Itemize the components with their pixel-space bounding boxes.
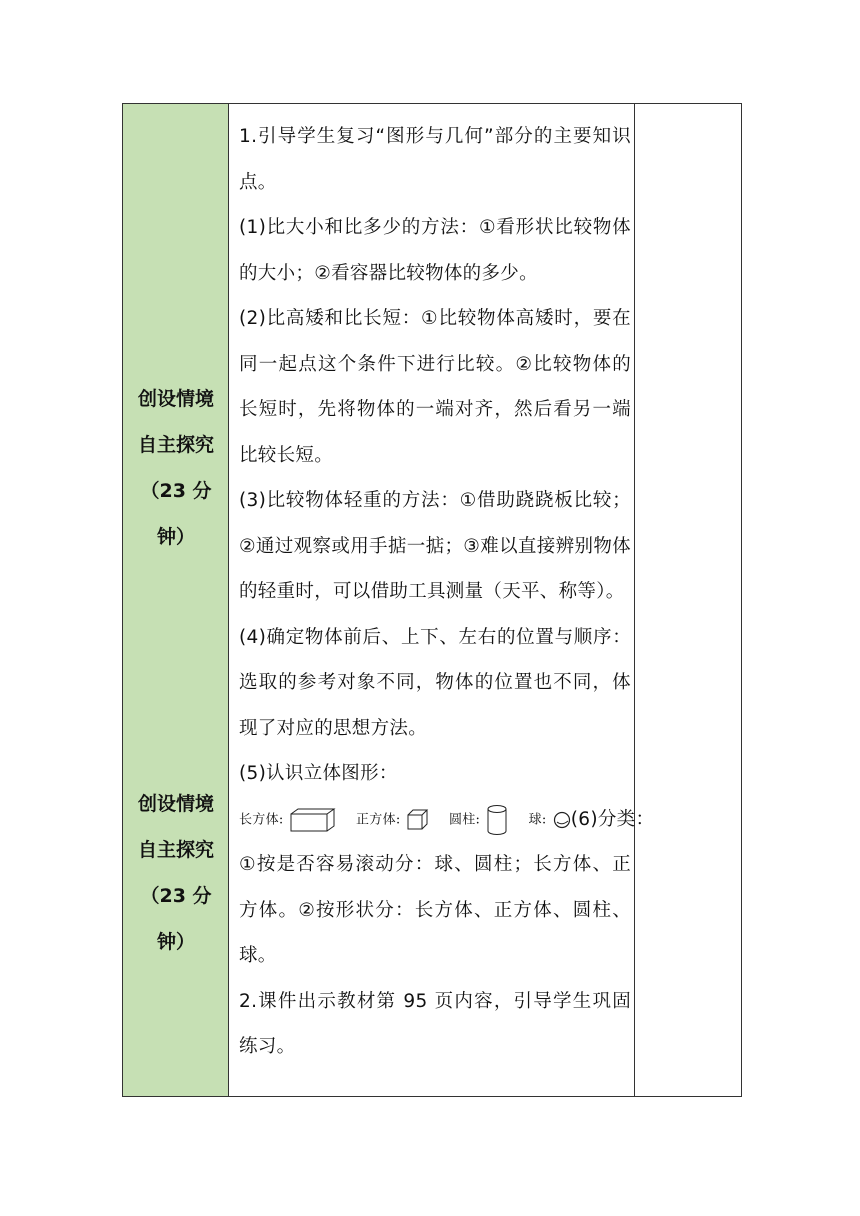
- shapes-row: [239, 797, 655, 843]
- cylinder-label: 圆柱:: [448, 811, 481, 827]
- stage-label-line: （23 分: [140, 885, 212, 907]
- stage-label-line: 创设情境: [137, 388, 214, 410]
- stage-label-line: 创设情境: [137, 793, 214, 815]
- paragraph-position: (4)确定物体前后、上下、左右的位置与顺序：选取的参考对象不同，物体的位置也不同，体现了对应的思想方法。: [239, 626, 631, 739]
- paragraph-classification: ①按是否容易滚动分：球、圆柱；长方体、正方体。②按形状分：长方体、正方体、圆柱、球。: [239, 854, 631, 966]
- sphere-label: 球:: [528, 811, 547, 827]
- stage-label-line: 自主探究: [137, 434, 214, 456]
- stage-label-line: 自主探究: [137, 839, 214, 861]
- lesson-table: [122, 103, 742, 1097]
- classification-heading: (6)分类：: [570, 808, 655, 830]
- stage-label-line: 钟）: [156, 526, 195, 548]
- notes-column: [635, 104, 741, 1096]
- paragraph-compare-size: (1)比大小和比多少的方法：①看形状比较物体的大小；②看容器比较物体的多少。: [239, 217, 631, 284]
- stage-label-1: [123, 376, 229, 560]
- paragraph-intro: 1.引导学生复习“图形与几何”部分的主要知识点。: [239, 126, 631, 193]
- stage-label-2: [123, 781, 229, 965]
- sphere-icon: [553, 811, 571, 829]
- cuboid-icon: [290, 808, 336, 832]
- paragraph-compare-weight: (3)比较物体轻重的方法：①借助跷跷板比较；②通过观察或用手掂一掂；③难以直接辨别物体的轻重时，可以借助工具测量（天平、称等）。: [239, 490, 631, 602]
- cylinder-icon: [486, 804, 508, 836]
- cuboid-label: 长方体:: [239, 811, 284, 827]
- paragraph-solid-shapes: (5)认识立体图形：: [239, 763, 398, 784]
- cube-icon: [407, 809, 429, 831]
- paragraph-practice: 2.课件出示教材第 95 页内容，引导学生巩固练习。: [239, 990, 631, 1057]
- stage-label-line: 钟）: [156, 931, 195, 953]
- stage-label-line: （23 分: [140, 480, 212, 502]
- cube-label: 正方体:: [355, 811, 401, 827]
- teacher-activity-column: [229, 104, 655, 1096]
- paragraph-compare-height: (2)比高矮和比长短：①比较物体高矮时，要在同一起点这个条件下进行比较。②比较物体的长短时，先将物体的一端对齐，然后看另一端比较长短。: [239, 308, 631, 466]
- activity-content: [239, 114, 655, 1070]
- stage-column: [123, 104, 229, 1096]
